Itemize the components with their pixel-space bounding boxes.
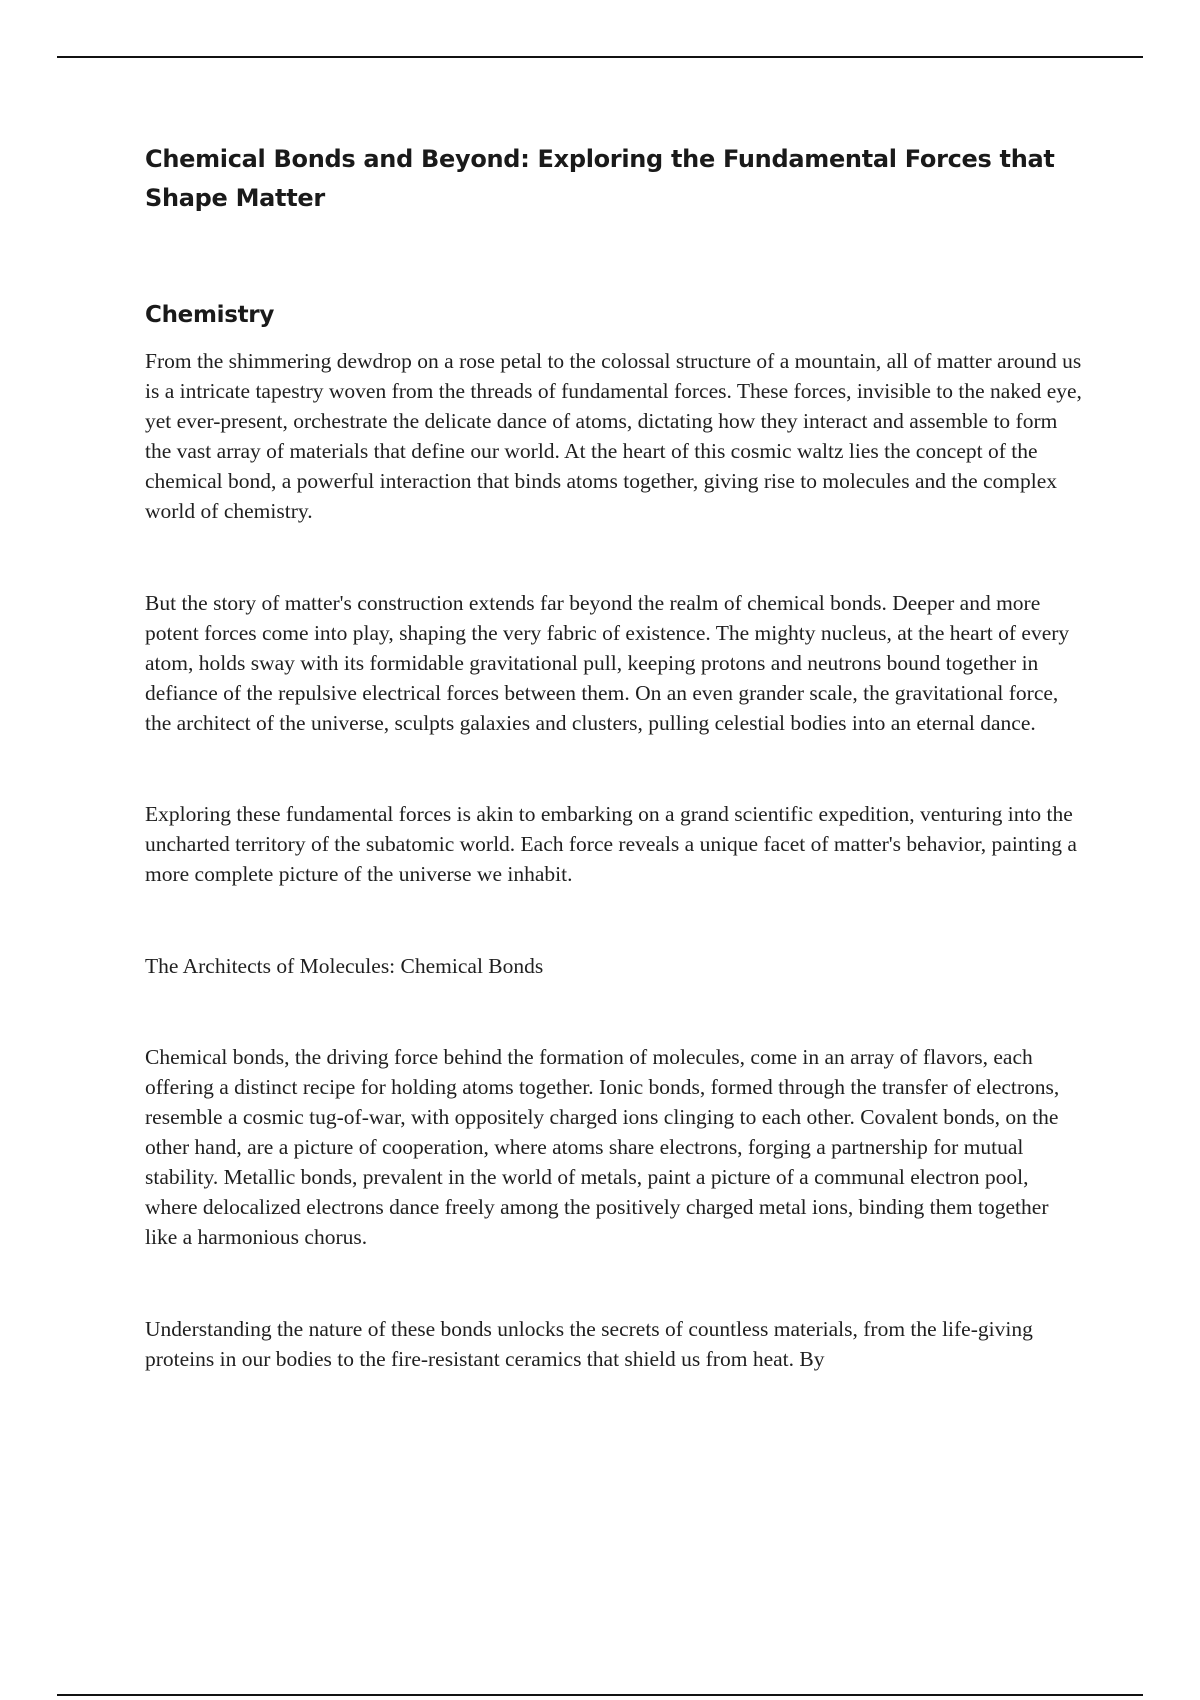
section-heading: Chemistry <box>145 302 275 328</box>
paragraph-3: Exploring these fundamental forces is akin to embarking on a grand scientific expedition, venturing into the uncharted territory of the subatomic world. Each force reveals a unique facet of matter's behavior, painting a more complete picture of the universe we inhabit. <box>145 802 1077 886</box>
subheading: The Architects of Molecules: Chemical Bonds <box>145 954 544 978</box>
paragraph-2: But the story of matter's construction extends far beyond the realm of chemical bonds. Deeper and more potent forces come into play, shaping the very fabric of existence. The mighty nucleus, at the heart of every atom, holds sway with its formidable gravitational pull, keeping protons and neutrons bound together in defiance of the repulsive electrical forces between them. On an even grander scale, the gravitational force, the architect of the universe, sculpts galaxies and clusters, pulling celestial bodies into an eternal dance. <box>145 591 1070 735</box>
footer-rule <box>57 1694 1143 1696</box>
document-body <box>145 140 1085 1374</box>
paragraph-1: From the shimmering dewdrop on a rose petal to the colossal structure of a mountain, all of matter around us is a intricate tapestry woven from the threads of fundamental forces. These forces, invisible to the naked eye, yet ever-present, orchestrate the delicate dance of atoms, dictating how they interact and assemble to form the vast array of materials that define our world. At the heart of this cosmic waltz lies the concept of the chemical bond, a powerful interaction that binds atoms together, giving rise to molecules and the complex world of chemistry. <box>145 349 1082 523</box>
paragraph-4: Chemical bonds, the driving force behind the formation of molecules, come in an array of flavors, each offering a distinct recipe for holding atoms together. Ionic bonds, formed through the transfer of electrons, resemble a cosmic tug-of-war, with oppositely charged ions clinging to each other. Covalent bonds, on the other hand, are a picture of cooperation, where atoms share electrons, forging a partnership for mutual stability. Metallic bonds, prevalent in the world of metals, paint a picture of a communal electron pool, where delocalized electrons dance freely among the positively charged metal ions, binding them together like a harmonious chorus. <box>145 1045 1060 1249</box>
document-title: Chemical Bonds and Beyond: Exploring the Fundamental Forces that Shape Matter <box>145 145 1055 212</box>
paragraph-5: Understanding the nature of these bonds unlocks the secrets of countless materials, from the life-giving proteins in our bodies to the fire-resistant ceramics that shield us from heat. By <box>145 1317 1033 1371</box>
header-rule <box>57 56 1143 58</box>
